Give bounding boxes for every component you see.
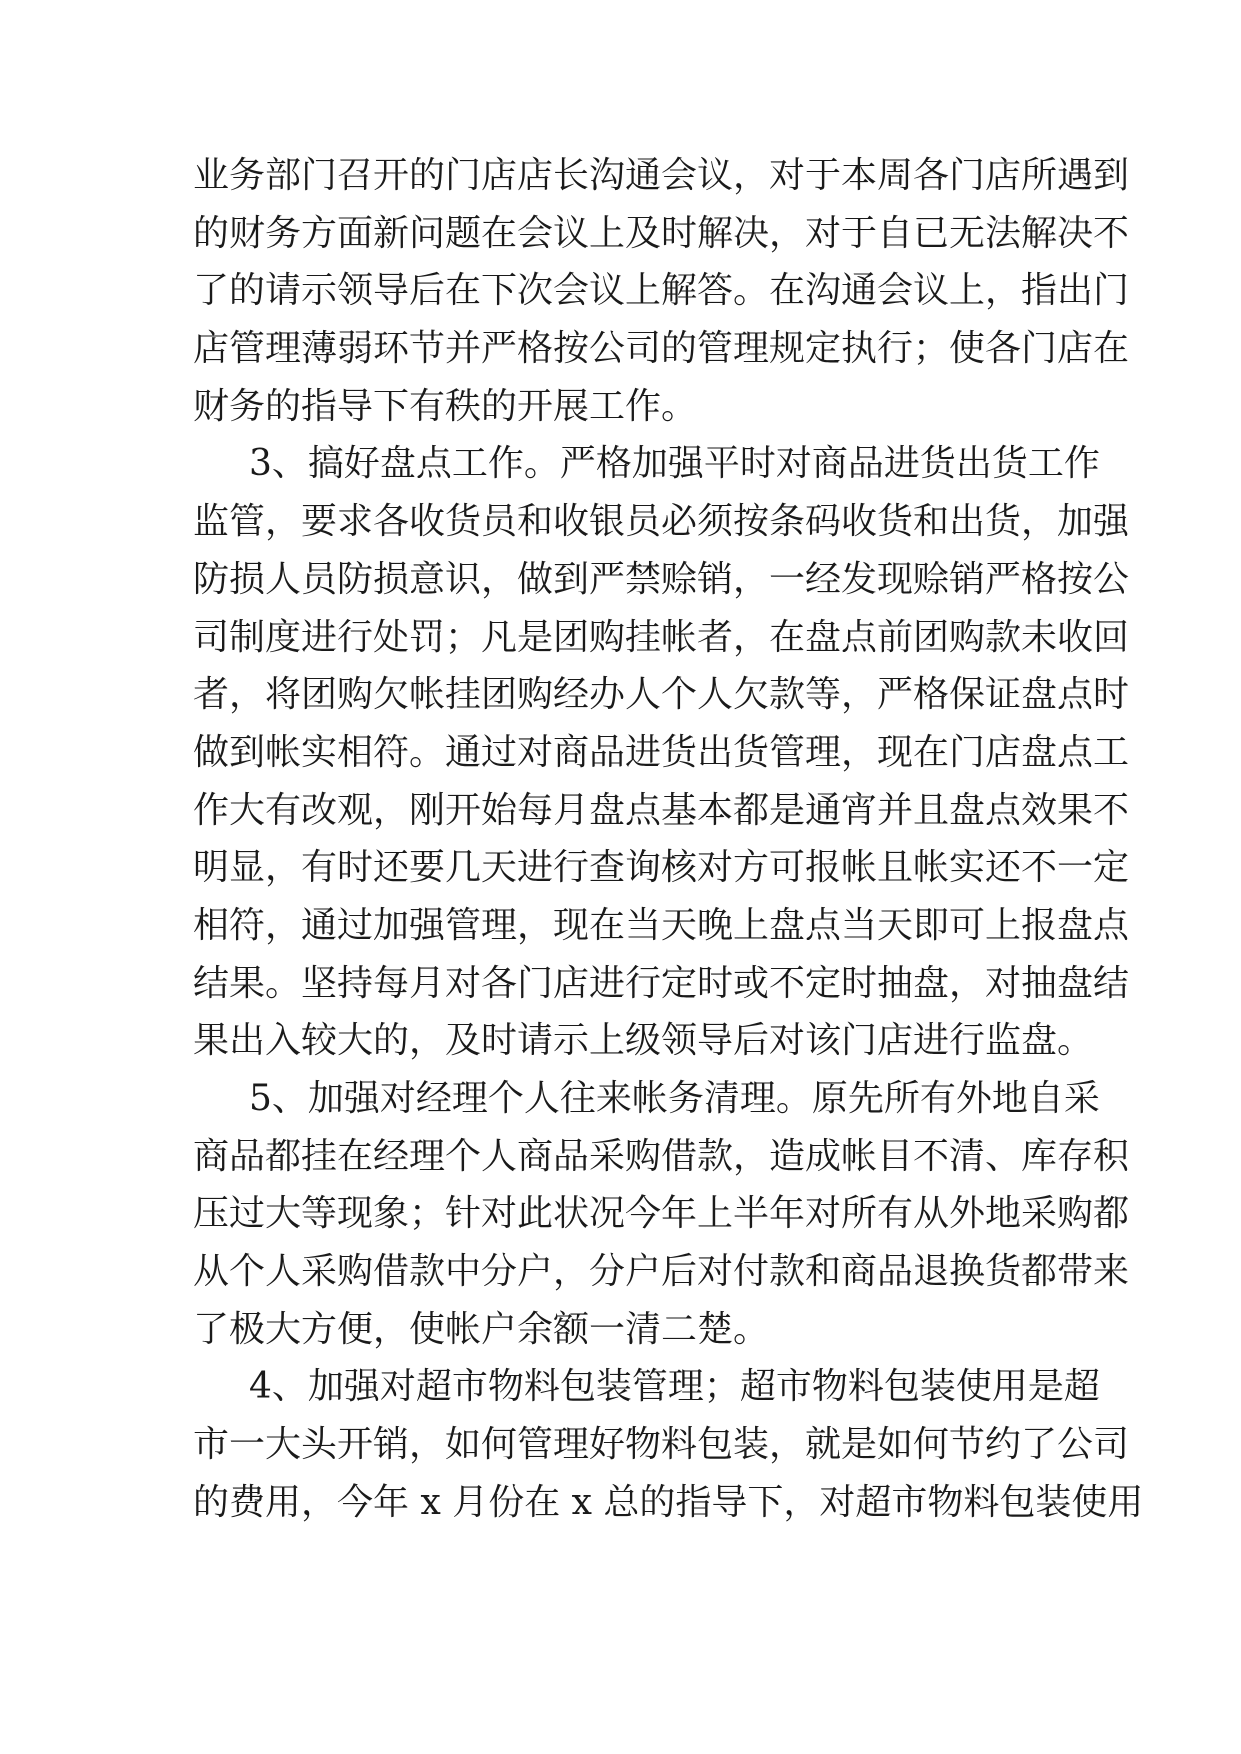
text-line: 司制度进行处罚；凡是团购挂帐者，在盘点前团购款未收回 (193, 616, 1130, 658)
body-text (193, 147, 1144, 1532)
text-line: 监管，要求各收货员和收银员必须按条码收货和出货，加强 (193, 501, 1130, 543)
text-line: 的费用，今年 x 月份在 x 总的指导下，对超市物料包装使用 (193, 1481, 1144, 1523)
text-line: 者，将团购欠帐挂团购经办人个人欠款等，严格保证盘点时 (193, 674, 1130, 716)
text-line: 做到帐实相符。通过对商品进货出货管理，现在门店盘点工 (193, 731, 1130, 773)
text-line: 相符，通过加强管理，现在当天晚上盘点当天即可上报盘点 (193, 904, 1130, 946)
text-line: 明显，有时还要几天进行查询核对方可报帐且帐实还不一定 (193, 847, 1130, 889)
text-line: 压过大等现象；针对此状况今年上半年对所有从外地采购都 (193, 1193, 1130, 1235)
text-line: 从个人采购借款中分户，分户后对付款和商品退换货都带来 (193, 1251, 1130, 1293)
text-line: 市一大头开销，如何管理好物料包装，就是如何节约了公司 (193, 1424, 1130, 1466)
text-line: 果出入较大的，及时请示上级领导后对该门店进行监盘。 (193, 1020, 1094, 1062)
paragraph-heading-line: 5、加强对经理个人往来帐务清理。原先所有外地自采 (249, 1078, 1100, 1119)
paragraph-heading-line: 3、搞好盘点工作。严格加强平时对商品进货出货工作 (249, 443, 1100, 485)
text-line: 业务部门召开的门店店长沟通会议，对于本周各门店所遇到 (193, 155, 1130, 196)
paragraph-heading-line: 4、加强对超市物料包装管理；超市物料包装使用是超 (249, 1366, 1100, 1408)
text-line: 财务的指导下有秩的开展工作。 (193, 385, 698, 427)
text-line: 的财务方面新问题在会议上及时解决，对于自已无法解决不 (193, 212, 1130, 254)
text-line: 作大有改观，刚开始每月盘点基本都是通宵并且盘点效果不 (193, 789, 1130, 831)
text-line: 商品都挂在经理个人商品采购借款，造成帐目不清、库存积 (193, 1135, 1130, 1177)
text-line: 店管理薄弱环节并严格按公司的管理规定执行；使各门店在 (193, 328, 1130, 370)
text-line: 了的请示领导后在下次会议上解答。在沟通会议上，指出门 (193, 270, 1130, 312)
text-line: 了极大方便，使帐户余额一清二楚。 (193, 1308, 770, 1350)
text-line: 结果。坚持每月对各门店进行定时或不定时抽盘，对抽盘结 (193, 962, 1130, 1004)
text-line: 防损人员防损意识，做到严禁赊销，一经发现赊销严格按公 (193, 558, 1130, 600)
